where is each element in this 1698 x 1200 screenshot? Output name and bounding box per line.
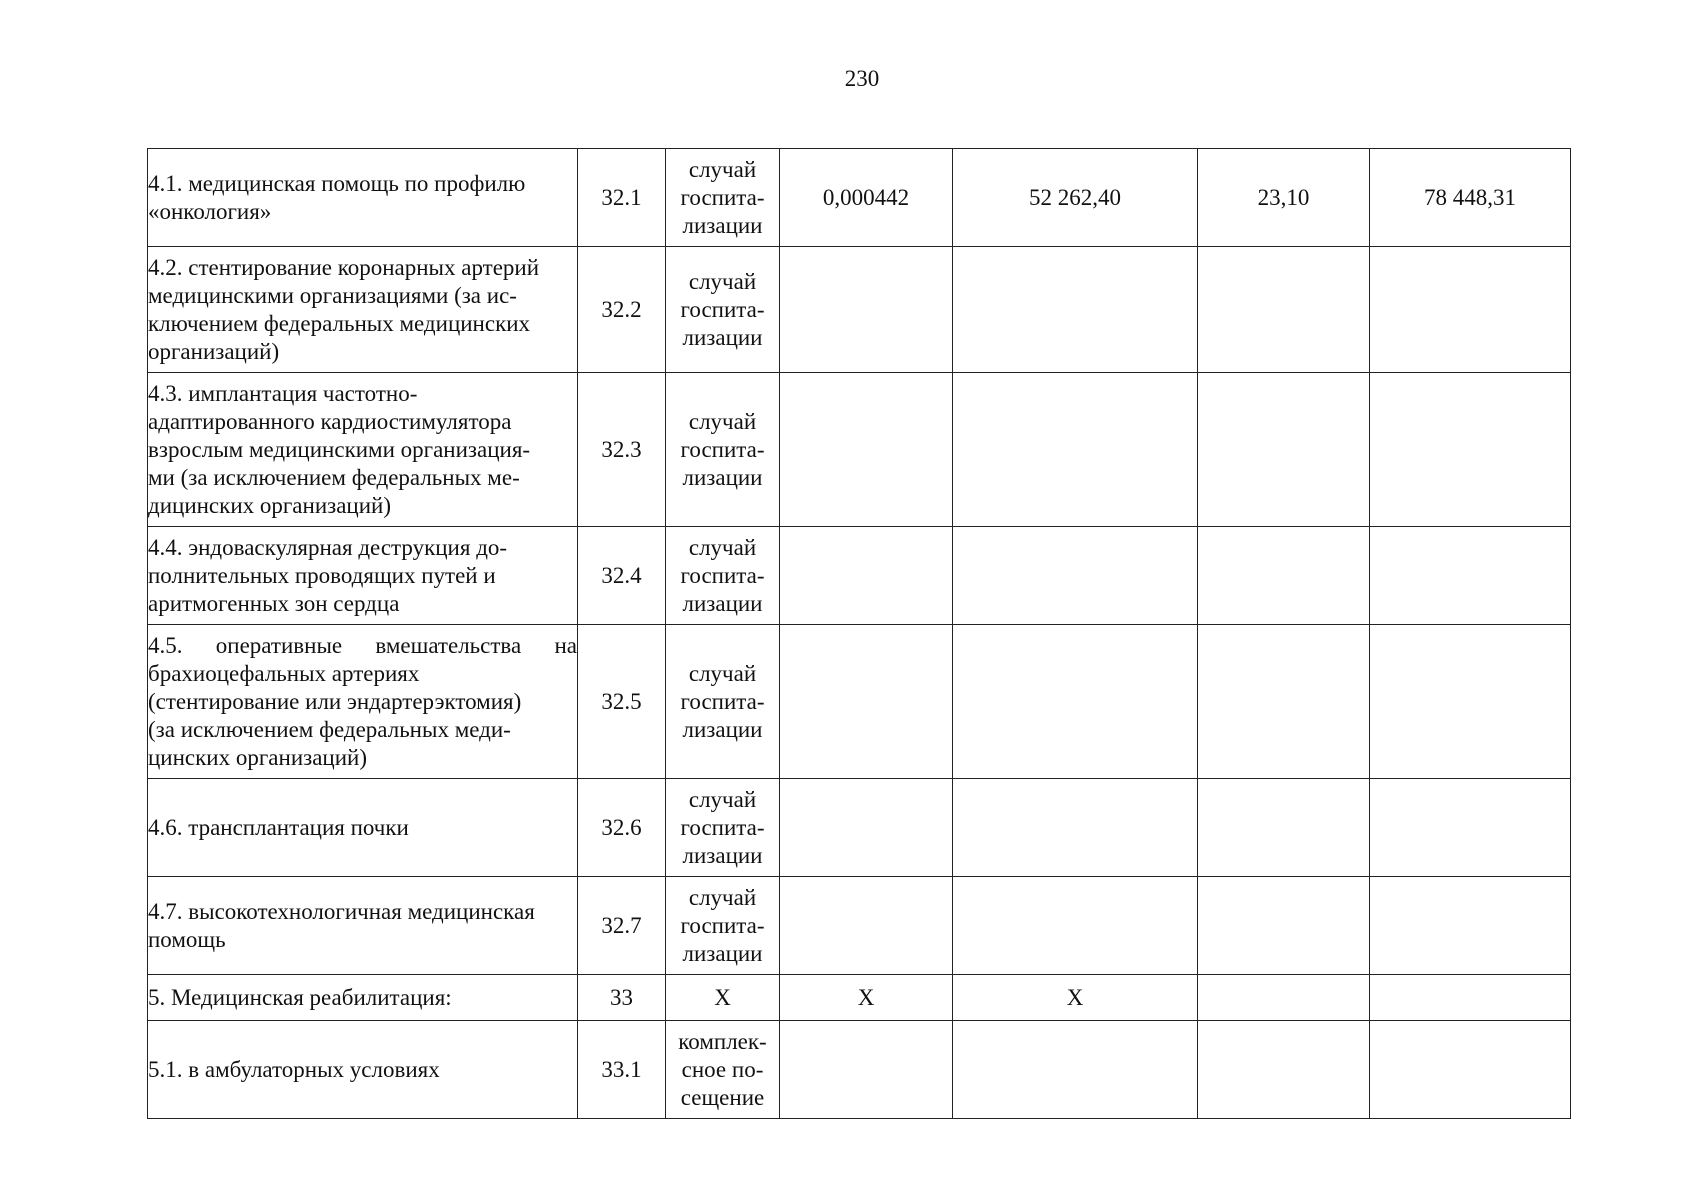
value-cell-3	[1198, 877, 1370, 975]
table-row	[148, 149, 1571, 247]
row-number-cell: 32.1	[578, 149, 666, 247]
row-number-cell: 32.4	[578, 527, 666, 625]
value-cell-3	[1198, 527, 1370, 625]
table-row	[148, 1021, 1571, 1119]
description-line: (за исключением федеральных меди-	[148, 716, 511, 742]
value-cell-3	[1198, 975, 1370, 1021]
row-number-cell: 32.6	[578, 779, 666, 877]
unit-line: госпита-	[680, 688, 765, 714]
unit-line: госпита-	[680, 184, 765, 210]
value-cell-2	[953, 527, 1198, 625]
value-cell-1	[780, 247, 953, 373]
page-number: 230	[844, 66, 880, 91]
value-cell-3	[1198, 779, 1370, 877]
value-cell-1	[780, 625, 953, 779]
description-line: брахиоцефальных артериях	[148, 660, 420, 686]
value-cell-1: X	[780, 975, 953, 1021]
unit-line: лизации	[682, 940, 763, 966]
value-cell-4	[1370, 877, 1571, 975]
description-line: цинских организаций)	[148, 744, 368, 770]
description-line: организаций)	[148, 338, 280, 364]
description-line: 4.4. эндоваскулярная деструкция до-	[148, 534, 508, 560]
value-cell-4	[1370, 247, 1571, 373]
value-cell-4	[1370, 1021, 1571, 1119]
value-cell-2	[953, 779, 1198, 877]
description-cell	[148, 877, 578, 975]
unit-line: случай	[688, 786, 757, 812]
description-cell	[148, 779, 578, 877]
description-cell	[148, 373, 578, 527]
unit-line: случай	[688, 408, 757, 434]
unit-line: случай	[688, 884, 757, 910]
row-number-cell: 32.5	[578, 625, 666, 779]
description-cell	[148, 1021, 578, 1119]
unit-line: госпита-	[680, 814, 765, 840]
description-cell	[148, 975, 578, 1021]
row-number-cell: 32.3	[578, 373, 666, 527]
description-line: 4.2. стентирование коронарных артерий	[148, 254, 540, 280]
unit-line: лизации	[682, 842, 763, 868]
table-row	[148, 373, 1571, 527]
unit-line: случай	[688, 268, 757, 294]
value-cell-4	[1370, 625, 1571, 779]
description-line: взрослым медицинскими организация-	[148, 436, 531, 462]
unit-line: лизации	[682, 324, 763, 350]
table-row	[148, 625, 1571, 779]
unit-line: лизации	[682, 590, 763, 616]
description-cell	[148, 149, 578, 247]
value-cell-1: 0,000442	[780, 149, 953, 247]
unit-line: госпита-	[680, 436, 765, 462]
unit-line: сещение	[680, 1084, 765, 1110]
description-line: (стентирование или эндартерэктомия)	[148, 688, 522, 714]
unit-cell	[666, 527, 780, 625]
table-row	[148, 247, 1571, 373]
description-line: аритмогенных зон сердца	[148, 590, 400, 616]
value-cell-4	[1370, 975, 1571, 1021]
unit-line: сное по-	[681, 1056, 764, 1082]
value-cell-2: 52 262,40	[953, 149, 1198, 247]
description-line: адаптированного кардиостимулятора	[148, 408, 512, 434]
value-cell-1	[780, 373, 953, 527]
value-cell-3	[1198, 625, 1370, 779]
value-cell-1	[780, 1021, 953, 1119]
table-row	[148, 975, 1571, 1021]
description-line: 5.1. в амбулаторных условиях	[148, 1056, 440, 1082]
unit-line: лизации	[682, 212, 763, 238]
unit-line: комплек-	[678, 1028, 767, 1054]
value-cell-1	[780, 779, 953, 877]
unit-cell	[666, 625, 780, 779]
table-row	[148, 527, 1571, 625]
unit-cell	[666, 877, 780, 975]
description-line: 4.3. имплантация частотно-	[148, 380, 418, 406]
unit-cell	[666, 1021, 780, 1119]
value-cell-3	[1198, 247, 1370, 373]
value-cell-1	[780, 877, 953, 975]
unit-line: госпита-	[680, 562, 765, 588]
unit-line: случай	[688, 660, 757, 686]
description-cell	[148, 527, 578, 625]
unit-cell	[666, 373, 780, 527]
description-cell	[148, 625, 578, 779]
description-line: полнительных проводящих путей и	[148, 562, 496, 588]
value-cell-2	[953, 247, 1198, 373]
description-line: 4.7. высокотехнологичная медицинская	[148, 898, 535, 924]
description-line: дицинских организаций)	[148, 492, 392, 518]
value-cell-4	[1370, 779, 1571, 877]
value-cell-2	[953, 1021, 1198, 1119]
value-cell-2	[953, 625, 1198, 779]
value-cell-2: X	[953, 975, 1198, 1021]
value-cell-3: 23,10	[1198, 149, 1370, 247]
row-number-cell: 33	[578, 975, 666, 1021]
unit-line: лизации	[682, 464, 763, 490]
value-cell-3	[1198, 373, 1370, 527]
description-line: ключением федеральных медицинских	[148, 310, 531, 336]
unit-cell	[666, 247, 780, 373]
description-line: медицинскими организациями (за ис-	[148, 282, 517, 308]
unit-cell	[666, 149, 780, 247]
table-row	[148, 877, 1571, 975]
value-cell-1	[780, 527, 953, 625]
description-line: 4.5. оперативные вмешательства на	[148, 632, 577, 658]
unit-line: случай	[688, 534, 757, 560]
unit-cell	[666, 975, 780, 1021]
value-cell-2	[953, 877, 1198, 975]
unit-line: госпита-	[680, 296, 765, 322]
description-line: «онкология»	[148, 198, 272, 224]
row-number-cell: 32.7	[578, 877, 666, 975]
value-cell-4	[1370, 373, 1571, 527]
unit-cell	[666, 779, 780, 877]
description-line: 4.6. трансплантация почки	[148, 814, 409, 840]
data-table	[147, 148, 1571, 1119]
description-line: 4.1. медицинская помощь по профилю	[148, 170, 526, 196]
description-line: 5. Медицинская реабилитация:	[148, 984, 452, 1010]
row-number-cell: 32.2	[578, 247, 666, 373]
unit-line: госпита-	[680, 912, 765, 938]
value-cell-4: 78 448,31	[1370, 149, 1571, 247]
value-cell-3	[1198, 1021, 1370, 1119]
unit-line: лизации	[682, 716, 763, 742]
value-cell-2	[953, 373, 1198, 527]
description-line: ми (за исключением федеральных ме-	[148, 464, 520, 490]
value-cell-4	[1370, 527, 1571, 625]
row-number-cell: 33.1	[578, 1021, 666, 1119]
unit-line: случай	[688, 156, 757, 182]
unit-line: X	[714, 984, 731, 1010]
description-line: помощь	[148, 926, 226, 952]
table-row	[148, 779, 1571, 877]
description-cell	[148, 247, 578, 373]
